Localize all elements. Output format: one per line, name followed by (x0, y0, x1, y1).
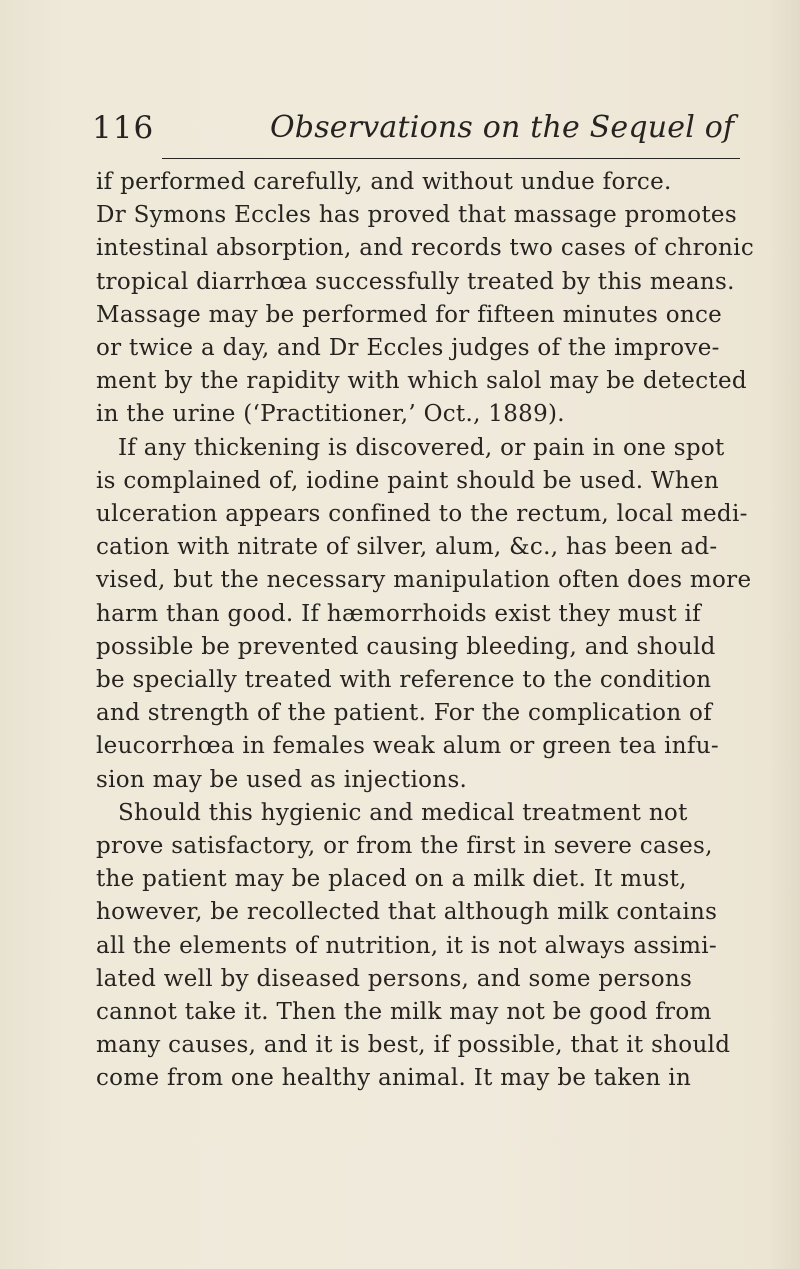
paragraph-milk-diet (96, 797, 750, 1096)
text-line: lated well by diseased persons, and some persons (96, 965, 693, 992)
text-line: all the elements of nutrition, it is not always assimi- (96, 932, 717, 959)
text-line: tropical diarrhœa successfully treated by this means. (96, 268, 735, 295)
page-number: 116 (92, 110, 155, 146)
text-line: cannot take it. Then the milk may not be good from (96, 999, 712, 1026)
text-line: be specially treated with reference to the condition (96, 667, 712, 694)
paragraph-thickening (96, 432, 750, 797)
text-line: prove satisfactory, or from the first in severe cases, (96, 833, 713, 860)
text-line: come from one healthy animal. It may be taken in (96, 1065, 692, 1092)
text-line: intestinal absorption, and records two cases of chronic (96, 235, 754, 262)
running-title: Observations on the Sequel of (270, 110, 735, 145)
text-line: the patient may be placed on a milk diet. It must, (96, 866, 687, 893)
text-line: Should this hygienic and medical treatment not (118, 799, 688, 826)
text-line: if performed carefully, and without undue force. (96, 169, 672, 195)
text-line: If any thickening is discovered, or pain in one spot (118, 434, 725, 461)
text-line: leucorrhœa in females weak alum or green tea infu- (96, 733, 719, 760)
text-line: many causes, and it is best, if possible, that it should (96, 1032, 731, 1059)
text-line: or twice a day, and Dr Eccles judges of the improve- (96, 335, 720, 362)
text-line: is complained of, iodine paint should be used. When (96, 467, 720, 494)
text-line: sion may be used as injections. (96, 766, 468, 793)
body-text (96, 166, 754, 1096)
text-line: ulceration appears confined to the rectum, local medi- (96, 501, 748, 528)
text-line: Massage may be performed for fifteen minutes once (96, 301, 723, 328)
text-line: vised, but the necessary manipulation often does more (96, 567, 752, 594)
text-line: cation with nitrate of silver, alum, &c., has been ad- (96, 534, 718, 561)
text-line: possible be prevented causing bleeding, and should (96, 633, 716, 660)
text-line: and strength of the patient. For the complication of (96, 700, 713, 727)
page-header (92, 106, 752, 150)
text-line: ment by the rapidity with which salol may be detected (96, 368, 747, 395)
text-line: harm than good. If hæmorrhoids exist they must if (96, 600, 701, 627)
text-line: Dr Symons Eccles has proved that massage promotes (96, 202, 737, 229)
header-rule (162, 158, 740, 159)
text-line: however, be recollected that although milk contains (96, 899, 718, 926)
paragraph-continuation (96, 166, 754, 432)
text-line: in the urine (‘Practitioner,’ Oct., 1889). (96, 401, 565, 428)
